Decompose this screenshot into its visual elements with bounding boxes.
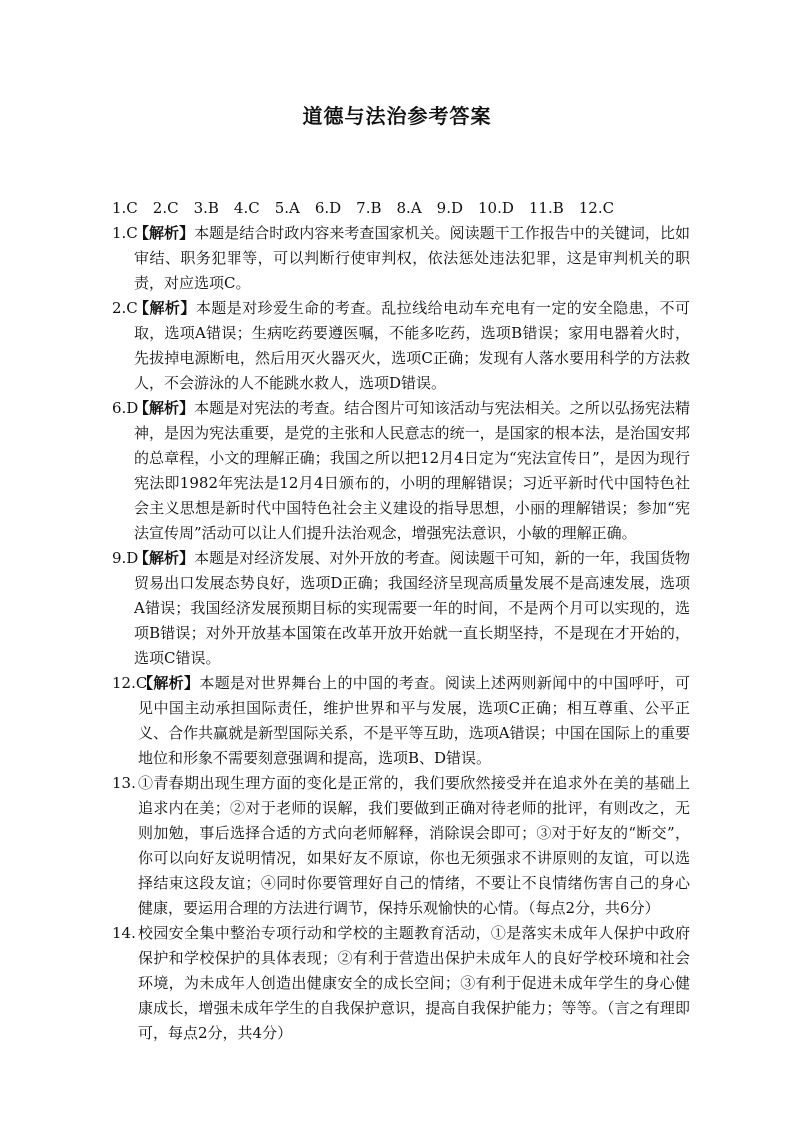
- item-text: [134, 546, 690, 671]
- explanation-item-12: [112, 671, 690, 771]
- item-number: 1.C: [112, 224, 138, 242]
- item-body: 本题是对世界舞台上的中国的考查。阅读上述两则新闻中的中国呼吁，可见中国主动承担国际责任，维护世界和平与发展，选项C正确；相互尊重、公平正义、合作共赢就是新型国际关系，不是平等互助，选项A错误；中国在国际上的重要地位和形象不需要刻意强调和提高，选项B、D错误。: [138, 674, 690, 767]
- item-text: [138, 671, 690, 771]
- item-text: [134, 396, 690, 546]
- item-number: 13.: [112, 774, 136, 792]
- analysis-tag: 【解析】: [134, 224, 195, 242]
- explanation-item-14: [112, 921, 690, 1046]
- item-text: [134, 296, 690, 396]
- explanation-item-2: [112, 296, 690, 396]
- item-body: 本题是对宪法的考查。结合图片可知该活动与宪法相关。之所以弘扬宪法精神，是因为宪法重要，是党的主张和人民意志的统一，是国家的根本法，是治国安邦的总章程，小文的理解正确；我国之所以把12月4日定为“宪法宣传日”，是因为现行宪法即1982年宪法是12月4日颁布的，小明的理解错误；习近平新时代中国特色社会主义思想是新时代中国特色社会主义建设的指导思想，小丽的理解错误；参加“宪法宣传周”活动可以让人们提升法治观念，增强宪法意识，小敏的理解正确。: [134, 399, 690, 542]
- item-body: 本题是对经济发展、对外开放的考查。阅读题干可知，新的一年，我国货物贸易出口发展态势良好，选项D正确；我国经济呈现高质量发展不是高速发展，选项A错误；我国经济发展预期目标的实现需要一年的时间，不是两个月可以实现的，选项B错误；对外开放基本国策在改革开放开始就一直长期坚持，不是现在才开始的，选项C错误。: [134, 549, 690, 667]
- item-body: 校园安全集中整治专项行动和学校的主题教育活动，①是落实未成年人保护中政府保护和学校保护的具体表现；②有利于营造出保护未成年人的良好学校环境和社会环境，为未成年人创造出健康安全的成长空间；③有利于促进未成年学生的身心健康成长，增强未成年学生的自我保护意识，提高自我保护能力；等等。（言之有理即可，每点2分，共4分）: [138, 924, 690, 1042]
- item-number: 12.C: [112, 674, 148, 692]
- answer-content: [112, 196, 690, 1046]
- item-body: 本题是结合时政内容来考查国家机关。阅读题干工作报告中的关键词，比如审结、职务犯罪等，可以判断行使审判权，依法惩处违法犯罪，这是审判机关的职责，对应选项C。: [134, 224, 690, 292]
- analysis-tag: 【解析】: [134, 399, 195, 417]
- explanation-item-1: [112, 221, 690, 296]
- explanation-item-13: [112, 771, 690, 921]
- item-text: [134, 221, 690, 296]
- item-body: 本题是对珍爱生命的考查。乱拉线给电动车充电有一定的安全隐患，不可取，选项A错误；生病吃药要遵医嘱，不能多吃药，选项B错误；家用电器着火时，先拔掉电源断电，然后用灭火器灭火，选项C正确；发现有人落水要用科学的方法救人，不会游泳的人不能跳水救人，选项D错误。: [134, 299, 690, 392]
- answer-key-line: 1.C 2.C 3.B 4.C 5.A 6.D 7.B 8.A 9.D 10.D 11.B 12.C: [112, 199, 615, 217]
- analysis-tag: 【解析】: [134, 549, 195, 567]
- item-number: 2.C: [112, 299, 138, 317]
- explanation-item-9: [112, 546, 690, 671]
- explanation-item-6: [112, 396, 690, 546]
- item-text: [138, 921, 690, 1046]
- item-number: 6.D: [112, 399, 139, 417]
- item-body: ①青春期出现生理方面的变化是正常的，我们要欣然接受并在追求外在美的基础上追求内在美；②对于老师的误解，我们要做到正确对待老师的批评，有则改之，无则加勉，事后选择合适的方式向老师解释，消除误会即可；③对于好友的“断交”，你可以向好友说明情况，如果好友不原谅，你也无须强求不讲原则的友谊，可以选择结束这段友谊；④同时你要管理好自己的情绪，不要让不良情绪伤害自己的身心健康，要运用合理的方法进行调节，保持乐观愉快的心情。（每点2分，共6分）: [138, 774, 690, 917]
- analysis-tag: 【解析】: [138, 674, 200, 692]
- page-title: 道德与法治参考答案: [302, 104, 492, 128]
- analysis-tag: 【解析】: [134, 299, 196, 317]
- item-number: 14.: [112, 924, 136, 942]
- item-text: [138, 771, 690, 921]
- item-number: 9.D: [112, 549, 139, 567]
